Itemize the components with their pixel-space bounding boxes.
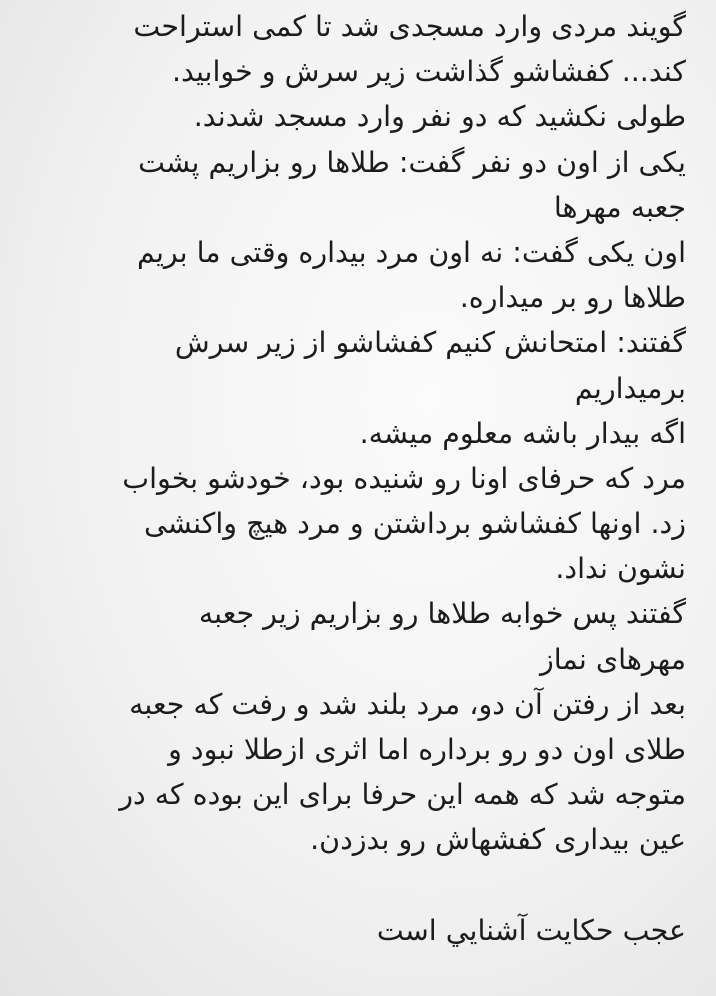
story-line: بعد از رفتن آن دو، مرد بلند شد و رفت که جعبه	[129, 687, 686, 721]
story-line: مهرهای نماز	[539, 642, 686, 676]
paragraph-gap	[34, 863, 686, 908]
story-line: زد. اونها کفشاشو برداشتن و مرد هیچ واکنشی	[143, 507, 686, 541]
story-line: طلاها رو بر میداره.	[459, 281, 686, 315]
story-line: برمیداریم	[574, 371, 686, 405]
story-line: طلای اون دو رو برداره اما اثری ازطلا نبود و	[168, 733, 686, 766]
story-line: عین بیداری کفشهاش رو بدزدن.	[310, 823, 686, 857]
story-line: گفتند پس خوابه طلاها رو بزاریم زیر جعبه	[198, 597, 686, 631]
closing-line: عجب حکایت آشنایي است	[376, 913, 686, 947]
story-line: جعبه مهرها	[553, 190, 686, 224]
story-text	[34, 4, 686, 953]
story-line: مرد که حرفای اونا رو شنیده بود، خودشو بخواب	[122, 461, 686, 495]
story-line: یکی از اون دو نفر گفت: طلاها رو بزاریم پشت	[138, 145, 686, 179]
story-line: اون یکی گفت: نه اون مرد بیداره وقتی ما بریم	[136, 235, 686, 269]
story-line: متوجه شد که همه این حرفا برای این بوده که در	[119, 778, 686, 812]
story-line: گویند مردی وارد مسجدی شد تا کمی استراحت	[133, 10, 686, 43]
story-line: کند... کفشاشو گذاشت زیر سرش و خوابید.	[171, 55, 686, 89]
story-line: نشون نداد.	[555, 552, 686, 586]
story-line: طولی نکشید که دو نفر وارد مسجد شدند.	[193, 100, 686, 134]
story-line: گفتند: امتحانش کنیم کفشاشو از زیر سرش	[174, 326, 686, 360]
story-line: اگه بیدار باشه معلوم میشه.	[359, 416, 686, 450]
